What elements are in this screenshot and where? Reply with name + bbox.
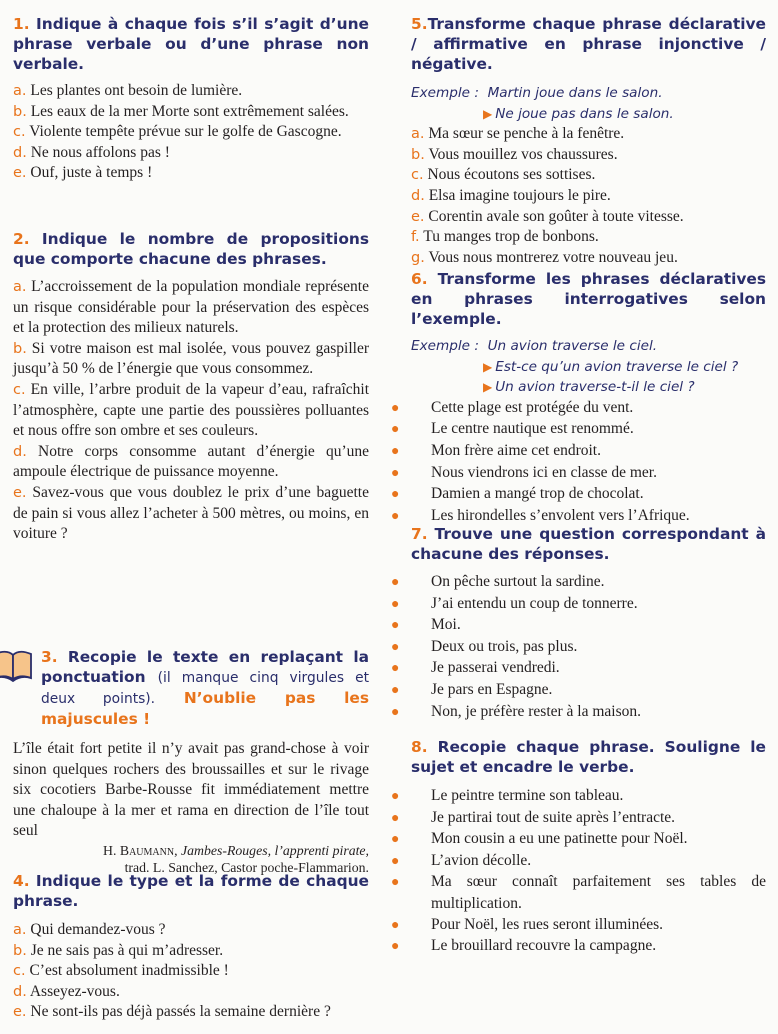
arrow-right-icon: ▶	[483, 359, 493, 374]
exercise-number: 8.	[411, 738, 428, 756]
item-text: Qui demandez-vous ?	[30, 921, 166, 938]
exercise-2-items	[13, 277, 369, 545]
bullet-item	[391, 808, 766, 830]
item-text: Le brouillard recouvre la campagne.	[431, 937, 657, 955]
item-letter: b.	[13, 942, 27, 959]
bullet-item	[391, 702, 766, 724]
bullet-icon: ●	[391, 400, 400, 416]
item-text: Ma sœur se penche à la fenêtre.	[428, 125, 625, 143]
item-letter: d.	[13, 983, 27, 1000]
exercise-item	[411, 145, 766, 166]
item-text: Je ne sais pas à qui m’adresser.	[30, 941, 224, 959]
exercise-8-heading	[411, 737, 766, 777]
bullet-item	[391, 786, 766, 808]
exercise-number: 2.	[13, 230, 30, 248]
item-text: Les eaux de la mer Morte sont extrêmement salées.	[30, 102, 349, 120]
exercise-5-example	[411, 83, 766, 124]
item-text: Deux ou trois, pas plus.	[431, 637, 578, 655]
exercise-5-items	[411, 124, 766, 268]
item-text: Notre corps consomme autant d’énergie qu’une ampoule électrique de puissance moyenne.	[13, 442, 370, 481]
exercise-4-items	[13, 920, 369, 1023]
bullet-icon: ●	[391, 575, 400, 590]
item-letter: e.	[13, 1004, 27, 1021]
item-text: Nous viendrons ici en classe de mer.	[431, 463, 657, 481]
bullet-icon: ●	[391, 939, 400, 955]
item-text: Moi.	[431, 616, 461, 634]
exercise-7-heading	[411, 524, 766, 564]
exercise-7-items	[391, 572, 766, 723]
item-letter: b.	[13, 103, 27, 120]
bullet-item	[391, 936, 766, 958]
exercise-item	[13, 122, 369, 143]
exercise-1-items	[13, 81, 369, 184]
exercise-title: Recopie le texte en replaçant la ponctuation	[41, 648, 370, 686]
bullet-icon: ●	[391, 508, 400, 524]
item-text: Vous nous montrerez votre nouveau jeu.	[428, 248, 678, 266]
exercise-item	[13, 920, 369, 941]
item-text: L’avion décolle.	[431, 851, 532, 869]
exercise-7	[391, 524, 766, 723]
item-text: En ville, l’arbre produit de la vapeur d’eau, rafraîchit l’atmosphère, capte une partie des poussières polluantes et nous offre son ombre et ses couleurs.	[13, 380, 370, 440]
exercise-number: 3.	[41, 648, 58, 666]
bullet-icon: ●	[391, 832, 400, 848]
item-letter: d.	[13, 443, 27, 460]
example-answer: Est-ce qu’un avion traverse le ciel ?	[495, 358, 739, 375]
exercise-3	[13, 647, 369, 876]
exercise-4	[13, 871, 369, 1023]
item-letter: a.	[13, 922, 27, 938]
exercise-1-heading	[13, 14, 369, 74]
exercise-item	[13, 1002, 369, 1023]
item-text: Vous mouillez vos chaussures.	[428, 145, 618, 163]
open-book-icon	[0, 646, 35, 684]
exercise-item	[411, 248, 766, 269]
bullet-icon: ●	[391, 789, 400, 804]
exercise-item	[13, 277, 369, 339]
example-label: Exemple :	[411, 338, 479, 354]
item-letter: d.	[411, 187, 425, 204]
exercise-1	[13, 14, 369, 184]
bullet-item	[391, 615, 766, 637]
item-letter: c.	[13, 963, 26, 980]
item-letter: g.	[411, 249, 425, 266]
item-letter: c.	[13, 124, 26, 141]
item-text: Elsa imagine toujours le pire.	[428, 186, 611, 204]
exercise-6-example	[411, 336, 766, 398]
bullet-icon: ●	[391, 917, 400, 933]
item-text: Cette plage est protégée du vent.	[431, 398, 634, 416]
exercise-3-warning: N’oublie pas les majuscules !	[41, 689, 370, 728]
item-letter: d.	[13, 144, 27, 161]
bullet-icon: ●	[391, 422, 400, 438]
item-letter: a.	[411, 126, 425, 143]
item-letter: c.	[411, 167, 424, 184]
item-text: Non, je préfère rester à la maison.	[431, 702, 642, 720]
bullet-item	[391, 872, 766, 914]
exercise-6-items	[391, 398, 766, 528]
item-text: Je partirai tout de suite après l’entracte.	[431, 808, 676, 826]
item-letter: a.	[13, 279, 27, 295]
example-sentence: Martin joue dans le salon.	[487, 85, 663, 101]
bullet-item	[391, 572, 766, 594]
item-text: Ma sœur connaît parfaitement ses tables de multiplication.	[431, 873, 766, 912]
exercise-2	[13, 229, 369, 545]
bullet-item	[391, 680, 766, 702]
source-author: H. Baumann,	[103, 842, 178, 858]
exercise-item	[13, 961, 369, 982]
item-letter: a.	[13, 83, 27, 99]
exercise-item	[13, 81, 369, 102]
exercise-title: Indique le type et la forme de chaque phrase.	[13, 872, 369, 910]
exercise-title: Indique à chaque fois s’il s’agit d’une phrase verbale ou d’une phrase non verbale.	[13, 15, 369, 73]
item-text: Le peintre termine son tableau.	[431, 787, 624, 804]
exercise-item	[13, 339, 369, 380]
item-letter: e.	[411, 208, 425, 225]
exercise-8-items	[391, 786, 766, 958]
exercise-6	[391, 269, 767, 527]
bullet-item	[391, 851, 766, 873]
bullet-icon: ●	[391, 596, 400, 612]
source-translation: trad. L. Sanchez, Castor poche-Flammarion.	[124, 859, 369, 875]
item-text: Mon cousin a eu une patinette pour Noël.	[431, 830, 688, 848]
exercise-2-heading	[13, 229, 369, 269]
bullet-item	[391, 915, 766, 937]
exercise-item	[13, 380, 369, 442]
item-text: J’ai entendu un coup de tonnerre.	[431, 594, 638, 612]
arrow-right-icon: ▶	[483, 106, 493, 121]
bullet-icon: ●	[391, 618, 400, 634]
example-answer: Ne joue pas dans le salon.	[495, 105, 674, 122]
exercise-item	[13, 163, 369, 184]
exercise-title: Trouve une question correspondant à chacune des réponses.	[411, 525, 766, 563]
item-text: L’accroissement de la population mondiale représente un risque considérable pour la préservation des espèces et la protection des milieux naturels.	[13, 278, 369, 337]
item-letter: b.	[13, 340, 27, 357]
item-letter: f.	[411, 229, 420, 246]
bullet-item	[391, 441, 766, 463]
bullet-item	[391, 637, 766, 659]
item-text: Je passerai vendredi.	[431, 659, 560, 677]
bullet-icon: ●	[391, 810, 400, 826]
item-text: Pour Noël, les rues seront illuminées.	[431, 915, 664, 933]
exercise-item	[13, 982, 369, 1003]
exercise-item	[13, 941, 369, 962]
item-text: Je pars en Espagne.	[431, 680, 553, 698]
exercise-item	[411, 165, 766, 186]
exercise-3-heading	[13, 647, 369, 729]
exercise-3-hint: (il manque cinq virgules et deux points).	[41, 670, 370, 707]
exercise-item	[13, 143, 369, 164]
bullet-icon: ●	[391, 875, 400, 891]
exercise-4-heading	[13, 871, 369, 911]
bullet-icon: ●	[391, 465, 400, 481]
bullet-item	[391, 484, 766, 506]
example-sentence: Un avion traverse le ciel.	[487, 338, 658, 354]
exercise-number: 5.	[411, 15, 428, 33]
item-text: Ouf, juste à temps !	[30, 164, 153, 182]
item-text: Ne nous affolons pas !	[30, 143, 170, 161]
item-text: Violente tempête prévue sur le golfe de Gascogne.	[29, 123, 342, 141]
item-text: Le centre nautique est renommé.	[431, 420, 634, 438]
exercise-item	[13, 483, 369, 545]
item-letter: e.	[13, 484, 27, 501]
bullet-item	[391, 398, 766, 420]
bullet-icon: ●	[391, 443, 400, 459]
exercise-5-heading	[411, 14, 766, 74]
item-text: Asseyez-vous.	[29, 982, 120, 1000]
exercise-number: 4.	[13, 872, 30, 890]
bullet-icon: ●	[391, 487, 400, 503]
exercise-item	[411, 124, 766, 145]
bullet-item	[391, 419, 766, 441]
exercise-number: 7.	[411, 525, 428, 543]
exercise-item	[411, 186, 766, 207]
item-text: Damien a mangé trop de chocolat.	[431, 485, 644, 503]
item-text: Nous écoutons ses sottises.	[427, 166, 596, 184]
exercise-5	[411, 14, 766, 268]
bullet-icon: ●	[391, 639, 400, 655]
item-text: Corentin avale son goûter à toute vitesse.	[428, 207, 684, 225]
exercise-title: Transforme chaque phrase déclarative / affirmative en phrase injonctive / négative.	[411, 15, 766, 73]
exercise-item	[411, 207, 766, 228]
bullet-item	[391, 463, 766, 485]
item-text: Les plantes ont besoin de lumière.	[30, 82, 243, 99]
item-letter: e.	[13, 165, 27, 182]
bullet-icon: ●	[391, 704, 400, 720]
exercise-item	[411, 227, 766, 248]
bullet-icon: ●	[391, 682, 400, 698]
exercise-title: Recopie chaque phrase. Souligne le sujet et encadre le verbe.	[411, 738, 766, 776]
bullet-icon: ●	[391, 661, 400, 677]
exercise-3-text: L’île était fort petite il n’y avait pas grand-chose à voir sinon quelques rochers des broussailles et sur le rivage six cocotiers Barbe-Rousse fit immédiatement mettre une chaloupe à la mer et rama en direction de l’île tout seul	[13, 740, 369, 840]
item-text: Ne sont-ils pas déjà passés la semaine dernière ?	[30, 1003, 331, 1021]
exercise-title: Indique le nombre de propositions que comporte chacune des phrases.	[13, 230, 370, 268]
exercise-item	[13, 102, 369, 123]
bullet-icon: ●	[391, 853, 400, 869]
exercise-6-heading	[411, 269, 766, 329]
item-text: Savez-vous que vous doublez le prix d’une baguette de pain si vous allez l’acheter à 500 mètres, ou moins, en voiture ?	[13, 483, 369, 543]
item-text: Les hirondelles s’envolent vers l’Afrique.	[431, 506, 690, 524]
exercise-item	[13, 442, 369, 483]
item-text: C’est absolument inadmissible !	[29, 962, 229, 980]
arrow-right-icon: ▶	[483, 380, 493, 395]
source-book: Jambes-Rouges, l’apprenti pirate,	[180, 842, 369, 858]
bullet-item	[391, 594, 766, 616]
item-text: On pêche surtout la sardine.	[431, 573, 605, 590]
item-letter: c.	[13, 381, 26, 398]
item-text: Si votre maison est mal isolée, vous pouvez gaspiller jusqu’à 50 % de l’énergie que vous consommez.	[13, 339, 369, 378]
item-text: Mon frère aime cet endroit.	[431, 441, 601, 459]
item-letter: b.	[411, 146, 425, 163]
exercise-title: Transforme les phrases déclaratives en phrases interrogatives selon l’exemple.	[411, 270, 767, 328]
example-answer: Un avion traverse-t-il le ciel ?	[495, 379, 695, 396]
bullet-item	[391, 658, 766, 680]
example-label: Exemple :	[411, 85, 479, 101]
exercise-number: 1.	[13, 15, 30, 33]
bullet-item	[391, 829, 766, 851]
exercise-number: 6.	[411, 270, 428, 288]
item-text: Tu manges trop de bonbons.	[423, 228, 599, 246]
exercise-8	[391, 737, 766, 958]
